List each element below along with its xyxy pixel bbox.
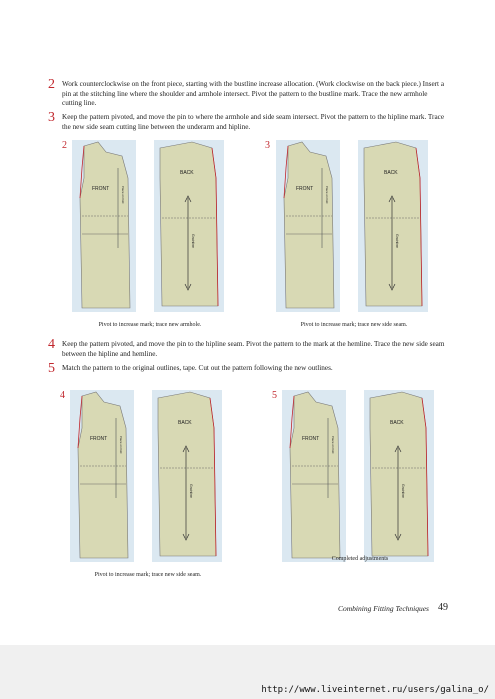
figure-caption: Completed adjustments xyxy=(331,556,389,562)
front-label: FRONT xyxy=(296,186,314,192)
place-on-fold-label: Place on fold xyxy=(121,186,125,204)
back-pattern-piece xyxy=(370,392,428,556)
grainline-label: Grainline xyxy=(191,234,195,249)
step-number: 2 xyxy=(48,77,55,92)
figure-caption: Pivot to increase mark; trace new armhole. xyxy=(98,322,202,328)
figure-number: 4 xyxy=(60,390,65,401)
front-pattern-piece xyxy=(290,392,340,558)
grainline-label: Grainline xyxy=(189,484,193,499)
back-label: BACK xyxy=(178,420,192,426)
source-url[interactable]: http://www.liveinternet.ru/users/galina_o/ xyxy=(261,685,489,695)
figure-number: 5 xyxy=(272,390,277,401)
step-text: Keep the pattern pivoted, and move the pin to where the armhole and side seam intersect. Pivot the pattern to the hipline mark. Trace the new side seam cutting line between the underarm and hipline. xyxy=(62,113,445,131)
footer-title: Combining Fitting Techniques xyxy=(338,604,429,613)
step-number: 5 xyxy=(48,361,55,376)
figure-2-illustration xyxy=(70,138,230,316)
front-label: FRONT xyxy=(92,186,110,192)
figure-caption: Pivot to increase mark; trace new side seam. xyxy=(94,572,202,578)
place-on-fold-label: Place on fold xyxy=(325,186,329,204)
front-pattern-piece xyxy=(78,392,128,558)
grainline-label: Grainline xyxy=(401,484,405,499)
step-5 xyxy=(48,361,448,376)
step-4 xyxy=(48,337,448,359)
place-on-fold-label: Place on fold xyxy=(119,436,123,454)
step-number: 3 xyxy=(48,110,55,125)
front-label: FRONT xyxy=(90,436,108,442)
front-pattern-piece xyxy=(284,142,334,308)
figure-number: 2 xyxy=(62,140,67,151)
step-text: Match the pattern to the original outlines, tape. Cut out the pattern following the new outlines. xyxy=(62,364,333,372)
back-pattern-piece xyxy=(158,392,216,556)
back-label: BACK xyxy=(180,170,194,176)
step-text: Work counterclockwise on the front piece, starting with the bustline increase allocation. (Work clockwise on the back piece.) Insert a pin at the stitching line where the shoulder and armhole intersect. Pivot the pattern to the bustline mark. Trace the new armhole cutting line. xyxy=(62,80,445,108)
back-label: BACK xyxy=(390,420,404,426)
back-pattern-piece xyxy=(160,142,218,306)
figure-number: 3 xyxy=(265,140,270,151)
figure-5-illustration xyxy=(280,388,440,566)
front-label: FRONT xyxy=(302,436,320,442)
place-on-fold-label: Place on fold xyxy=(331,436,335,454)
page-number: 49 xyxy=(438,602,448,613)
back-label: BACK xyxy=(384,170,398,176)
grainline-label: Grainline xyxy=(395,234,399,249)
step-2 xyxy=(48,77,448,109)
figure-3-illustration xyxy=(274,138,434,316)
figure-caption: Pivot to increase mark; trace new side seam. xyxy=(300,322,408,328)
step-3 xyxy=(48,110,448,132)
step-number: 4 xyxy=(48,337,55,352)
front-pattern-piece xyxy=(80,142,130,308)
step-text: Keep the pattern pivoted, and move the pin to the hipline seam. Pivot the pattern to the mark at the hemline. Trace the new side seam between the hipline and hemline. xyxy=(62,340,445,358)
figure-4-illustration xyxy=(68,388,228,566)
back-pattern-piece xyxy=(364,142,422,306)
